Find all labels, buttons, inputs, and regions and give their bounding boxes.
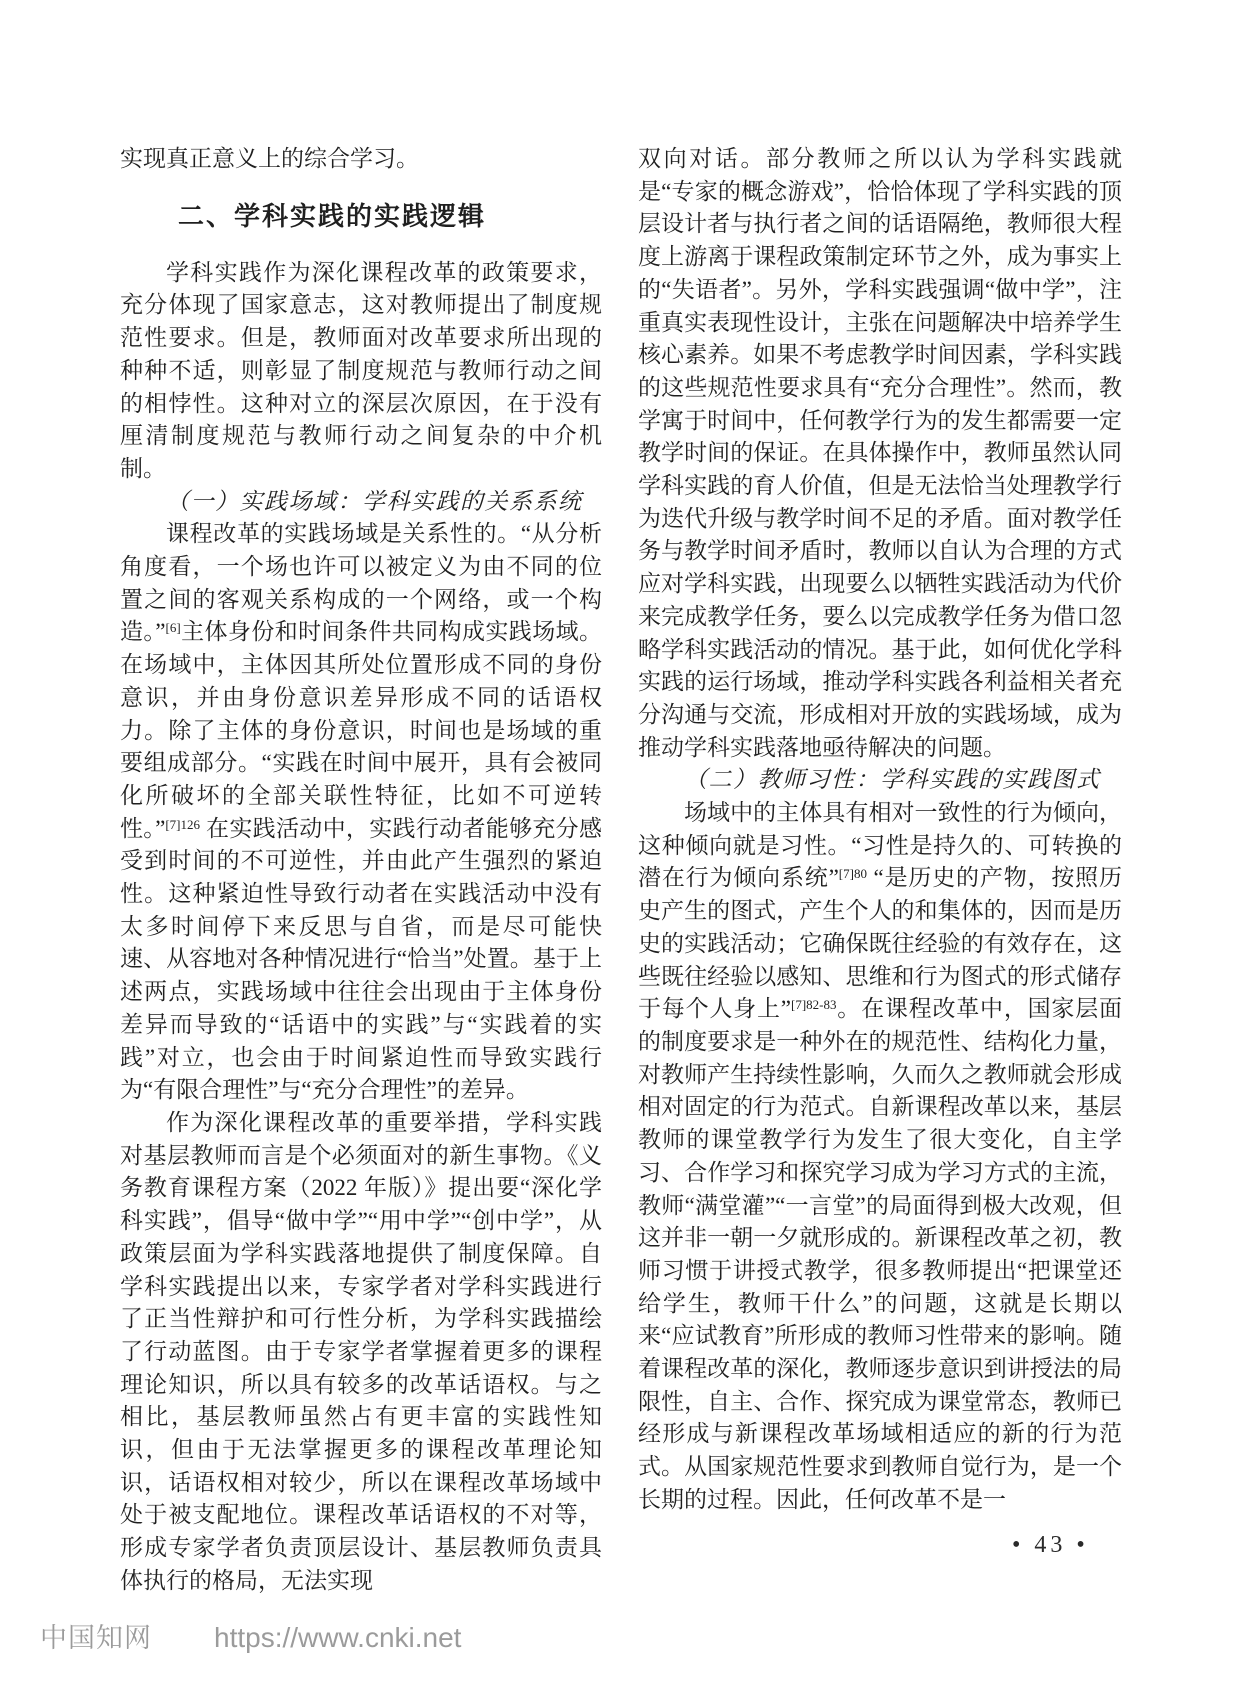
text-run: 场域中的主体具有相对一致性的行为倾向，这种倾向就是习性。“习性是持久的、可转换的潜在行为倾向系统” — [638, 800, 1122, 891]
text-run: 实现真正意义上的综合学习。 — [120, 146, 419, 171]
cnki-url: https://www.cnki.net — [214, 1622, 462, 1653]
paragraph — [120, 143, 602, 176]
paragraph — [120, 257, 602, 486]
text-run: “是历史的产物，按照历史产生的图式，产生个人的和集体的，因而是历史的实践活动；它确保既往经验的有效存在，这些既往经验以感知、思维和行为图式的形式储存于每个人身上” — [638, 865, 1122, 1022]
citation-superscript: [6] — [165, 620, 181, 636]
paragraph — [638, 797, 1122, 1516]
subsection-heading — [120, 486, 602, 519]
citation-superscript: [7]126 — [165, 816, 200, 832]
citation-superscript: [7]80 — [838, 866, 867, 882]
right-text-column — [638, 143, 1122, 1517]
text-run: （二）教师习性：学科实践的实践图式 — [684, 767, 1101, 793]
cnki-brand: 中国知网 — [40, 1623, 152, 1653]
text-run: 二、学科实践的实践逻辑 — [178, 200, 487, 231]
text-run: 作为深化课程改革的重要举措，学科实践对基层教师而言是个必须面对的新生事物。《义务教育课程方案（2022 年版）》提出要“深化学科实践”，倡导“做中学”“用中学”“创中学”，从政策层面为学科实践落地提供了制度保障。自学科实践提出以来，专家学者对学科实践进行了正当性辩护和可行性分析，为学科实践描绘了行动蓝图。由于专家学者掌握着更多的课程理论知识，所以具有较多的改革话语权。与之相比，基层教师虽然占有更丰富的实践性知识，但由于无法掌握更多的课程改革理论知识，话语权相对较少，所以在课程改革场域中处于被支配地位。课程改革话语权的不对等，形成专家学者负责顶层设计、基层教师负责具体执行的格局，无法实现 — [120, 1109, 602, 1593]
text-run: （一）实践场域：学科实践的关系系统 — [166, 488, 583, 514]
text-run: 主体身份和时间条件共同构成实践场域。在场域中，主体因其所处位置形成不同的身份意识，并由身份意识差异形成不同的话语权力。除了主体的身份意识，时间也是场域的重要组成部分。“实践在时间中展开，具有会被同化所破坏的全部关联性特征，比如不可逆转性。” — [120, 619, 603, 841]
subsection-heading — [638, 764, 1122, 797]
text-run: 双向对话。部分教师之所以认为学科实践就是“专家的概念游戏”，恰恰体现了学科实践的顶层设计者与执行者之间的话语隔绝，教师很大程度上游离于课程政策制定环节之外，成为事实上的“失语者”。另外，学科实践强调“做中学”，注重真实表现性设计，主张在问题解决中培养学生核心素养。如果不考虑教学时间因素，学科实践的这些规范性要求具有“充分合理性”。然而，教学寓于时间中，任何教学行为的发生都需要一定教学时间的保证。在具体操作中，教师虽然认同学科实践的育人价值，但是无法恰当处理教学行为迭代升级与教学时间不足的矛盾。面对教学任务与教学时间矛盾时，教师以自认为合理的方式应对学科实践，出现要么以牺牲实践活动为代价来完成教学任务，要么以完成教学任务为借口忽略学科实践活动的情况。基于此，如何优化学科实践的运行场域，推动学科实践各利益相关者充分沟通与交流，形成相对开放的实践场域，成为推动学科实践落地亟待解决的问题。 — [638, 146, 1122, 760]
page-number: • 43 • — [1012, 1532, 1089, 1558]
paragraph — [120, 518, 602, 1107]
text-run: 课程改革的实践场域是关系性的。“从分析角度看，一个场也许可以被定义为由不同的位置之间的客观关系构成的一个网络，或一个构造。” — [120, 521, 602, 645]
left-text-column — [120, 143, 602, 1598]
text-run: 学科实践作为深化课程改革的政策要求，充分体现了国家意志，这对教师提出了制度规范性要求。但是，教师面对改革要求所出现的种种不适，则彰显了制度规范与教师行动之间的相悖性。这种对立的深层次原因，在于没有厘清制度规范与教师行动之间复杂的中介机制。 — [120, 259, 602, 481]
paragraph — [120, 1107, 602, 1598]
text-run: 在实践活动中，实践行动者能够充分感受到时间的不可逆性，并由此产生强烈的紧迫性。这种紧迫性导致行动者在实践活动中没有太多时间停下来反思与自省，而是尽可能快速、从容地对各种情况进行“恰当”处置。基于上述两点，实践场域中往往会出现由于主体身份差异而导致的“话语中的实践”与“实践着的实践”对立，也会由于时间紧迫性而导致实践行为“有限合理性”与“充分合理性”的差异。 — [120, 815, 602, 1103]
citation-superscript: [7]82-83 — [790, 997, 837, 1013]
text-run: 。在课程改革中，国家层面的制度要求是一种外在的规范性、结构化力量，对教师产生持续性影响，久而久之教师就会形成相对固定的行为范式。自新课程改革以来，基层教师的课堂教学行为发生了很大变化，自主学习、合作学习和探究学习成为学习方式的主流，教师“满堂灌”“一言堂”的局面得到极大改观，但这并非一朝一夕就形成的。新课程改革之初，教师习惯于讲授式教学，很多教师提出“把课堂还给学生，教师干什么”的问题，这就是长期以来“应试教育”所形成的教师习性带来的影响。随着课程改革的深化，教师逐步意识到讲授法的局限性，自主、合作、探究成为课堂常态，教师已经形成与新课程改革场域相适应的新的行为范式。从国家规范性要求到教师自觉行为，是一个长期的过程。因此，任何改革不是一 — [638, 996, 1123, 1512]
paragraph — [638, 143, 1122, 764]
cnki-watermark-footer — [40, 1616, 461, 1655]
section-heading — [120, 200, 602, 233]
